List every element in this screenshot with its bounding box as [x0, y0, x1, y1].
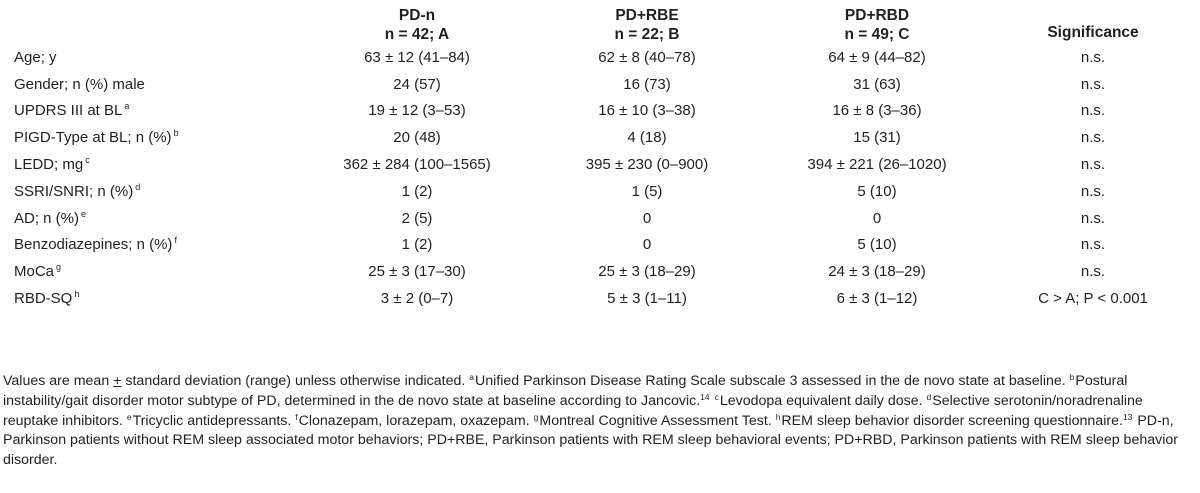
row-footnote-mark: f — [174, 235, 177, 246]
row-footnote-mark: b — [173, 128, 179, 139]
row-footnote-mark: c — [85, 155, 90, 166]
row-label: LEDD; mg — [14, 156, 84, 174]
footnote-mark: c — [714, 391, 719, 402]
table-body — [14, 44, 1194, 312]
row-label-cell — [14, 98, 302, 125]
value-cell-pd-n: 1 (2) — [401, 182, 433, 200]
value-cell-pd-n: 63 ± 12 (41–84) — [364, 48, 470, 66]
value-cell-pd-n: 19 ± 12 (3–53) — [368, 102, 466, 120]
row-label-cell — [14, 151, 302, 178]
significance-cell: n.s. — [1080, 75, 1106, 93]
footnote-text: Montreal Cognitive Assessment Test. — [539, 412, 776, 429]
value-cell-pd-rbd: 24 ± 3 (18–29) — [828, 263, 926, 281]
significance-cell: n.s. — [1080, 263, 1106, 281]
row-label: AD; n (%) — [14, 209, 80, 227]
footnote-mark: d — [926, 391, 932, 402]
value-cell-pd-rbe: 4 (18) — [627, 129, 667, 147]
header-group-n: n = 22; B — [614, 26, 680, 43]
header-group-name: PD+RBE — [615, 7, 679, 24]
footnote-text: Clonazepam, lorazepam, oxazepam. — [298, 412, 534, 429]
value-cell-pd-rbe: 0 — [642, 209, 652, 227]
significance-cell: n.s. — [1080, 48, 1106, 66]
row-footnote-mark: e — [81, 208, 87, 219]
value-cell-pd-rbe: 25 ± 3 (18–29) — [598, 263, 696, 281]
value-cell-pd-rbe: 62 ± 8 (40–78) — [598, 48, 696, 66]
table-row — [14, 258, 1194, 285]
table-row — [14, 71, 1194, 98]
value-cell-pd-rbe: 5 ± 3 (1–11) — [607, 290, 687, 308]
table-row — [14, 151, 1194, 178]
footnote-abbreviations: PD-n, Parkinson patients without REM sleep associated motor behaviors; PD+RBE, Parkinson patients with REM sleep behavioral events; PD+RBD, Parkinson patients with REM sleep behavior disorder. — [3, 412, 1178, 469]
header-significance: Significance — [1047, 24, 1139, 41]
row-label-cell — [14, 178, 302, 205]
header-group-name: PD+RBD — [844, 7, 910, 24]
significance-cell: n.s. — [1080, 209, 1106, 227]
value-cell-pd-rbd: 5 (10) — [857, 236, 897, 254]
table-row — [14, 178, 1194, 205]
row-label: MoCa — [14, 263, 55, 281]
significance-cell: n.s. — [1080, 236, 1106, 254]
footnote-text: Tricyclic antidepressants. — [132, 412, 296, 429]
header-group-n: n = 49; C — [844, 26, 910, 43]
row-label-cell — [14, 258, 302, 285]
row-label: Age; y — [14, 48, 57, 66]
footnote-text: Selective serotonin/noradrenaline reuptake inhibitors. — [3, 392, 1143, 429]
header-cell-significance — [992, 0, 1194, 44]
table-row — [14, 124, 1194, 151]
value-cell-pd-rbd: 31 (63) — [853, 75, 901, 93]
footnote-plus-minus: + — [113, 373, 122, 389]
footnote-intro: Values are mean — [3, 373, 114, 389]
value-cell-pd-rbe: 16 ± 10 (3–38) — [598, 102, 696, 120]
table-header-row — [14, 0, 1194, 44]
footnote-reference: 13 — [1122, 411, 1133, 422]
row-label: RBD-SQ — [14, 290, 73, 308]
value-cell-pd-n: 25 ± 3 (17–30) — [368, 263, 466, 281]
value-cell-pd-rbd: 5 (10) — [857, 182, 897, 200]
value-cell-pd-n: 2 (5) — [401, 209, 433, 227]
significance-cell: n.s. — [1080, 102, 1106, 120]
row-label: Benzodiazepines; n (%) — [14, 236, 173, 254]
row-label: Gender; n (%) male — [14, 75, 145, 93]
header-group-n: n = 42; A — [384, 26, 450, 43]
row-label-cell — [14, 124, 302, 151]
value-cell-pd-rbe: 0 — [642, 236, 652, 254]
table-footnote — [3, 372, 1193, 471]
value-cell-pd-rbd: 16 ± 8 (3–36) — [832, 102, 922, 120]
value-cell-pd-rbd: 0 — [872, 209, 882, 227]
value-cell-pd-n: 1 (2) — [401, 236, 433, 254]
footnote-text: Levodopa equivalent daily dose. — [719, 392, 927, 409]
footnote-text: REM sleep behavior disorder screening questionnaire. — [781, 412, 1123, 429]
table-row — [14, 285, 1194, 312]
footnote-text: Postural instability/gait disorder motor subtype of PD, determined in the de novo state at baseline according to Jancovic. — [3, 373, 1128, 409]
row-footnote-mark: d — [135, 181, 141, 192]
value-cell-pd-rbe: 1 (5) — [631, 182, 663, 200]
row-label-cell — [14, 232, 302, 259]
characteristics-table — [14, 0, 1194, 312]
table-row — [14, 205, 1194, 232]
header-cell-pd-rbd — [762, 0, 992, 44]
value-cell-pd-rbd: 6 ± 3 (1–12) — [836, 290, 918, 308]
table-row — [14, 44, 1194, 71]
value-cell-pd-rbe: 16 (73) — [623, 75, 671, 93]
value-cell-pd-rbd: 394 ± 221 (26–1020) — [807, 156, 947, 174]
value-cell-pd-rbd: 64 ± 9 (44–82) — [828, 48, 926, 66]
value-cell-pd-rbe: 395 ± 230 (0–900) — [585, 156, 709, 174]
footnote-mark: e — [126, 411, 132, 422]
row-label: SSRI/SNRI; n (%) — [14, 182, 134, 200]
significance-cell: C > A; P < 0.001 — [1038, 290, 1148, 308]
row-footnote-mark: h — [74, 289, 80, 300]
value-cell-pd-n: 24 (57) — [393, 75, 441, 93]
footnote-mark: b — [1069, 372, 1075, 382]
footnote-mark: g — [533, 411, 539, 422]
significance-cell: n.s. — [1080, 129, 1106, 147]
value-cell-pd-n: 20 (48) — [393, 129, 441, 147]
row-label-cell — [14, 71, 302, 98]
header-group-name: PD-n — [398, 7, 436, 24]
footnote-mark: h — [775, 411, 781, 422]
row-label-cell — [14, 285, 302, 312]
row-label: PIGD-Type at BL; n (%) — [14, 129, 172, 147]
row-label-cell — [14, 44, 302, 71]
footnote-mark: a — [469, 372, 474, 382]
row-label-cell — [14, 205, 302, 232]
table-row — [14, 98, 1194, 125]
row-footnote-mark: a — [124, 101, 130, 112]
significance-cell: n.s. — [1080, 156, 1106, 174]
footnote-intro-cont: standard deviation (range) unless otherwise indicated. — [121, 373, 470, 389]
significance-cell: n.s. — [1080, 182, 1106, 200]
row-label: UPDRS III at BL — [14, 102, 123, 120]
value-cell-pd-rbd: 15 (31) — [853, 129, 901, 147]
header-cell-label — [14, 0, 302, 44]
header-cell-pd-rbe — [532, 0, 762, 44]
footnote-reference: 14 — [700, 391, 710, 402]
table-row — [14, 232, 1194, 259]
row-footnote-mark: g — [56, 262, 62, 273]
footnote-text: Unified Parkinson Disease Rating Scale subscale 3 assessed in the de novo state at baseline. — [474, 373, 1070, 389]
footnote-mark: f — [295, 411, 298, 422]
header-cell-pd-n — [302, 0, 532, 44]
value-cell-pd-n: 362 ± 284 (100–1565) — [343, 156, 491, 174]
value-cell-pd-n: 3 ± 2 (0–7) — [380, 290, 454, 308]
